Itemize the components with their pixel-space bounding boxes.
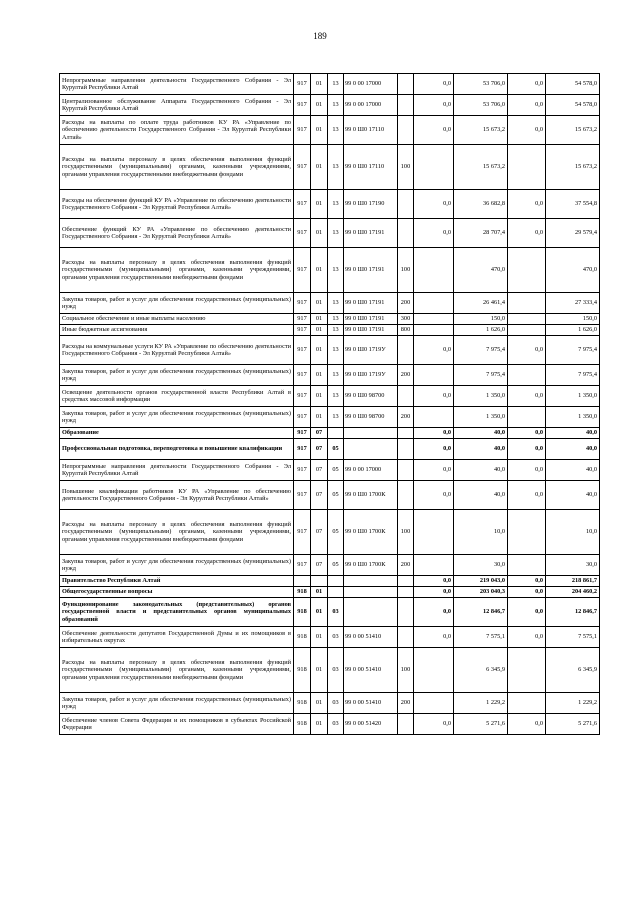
table-row (60, 336, 600, 365)
amount-1 (414, 648, 454, 693)
subsection-code: 13 (328, 145, 344, 190)
row-name: Закупка товаров, работ и услуг для обеспечения государственных (муниципальных) нужд (60, 293, 294, 314)
row-name: Расходы на выплаты персоналу в целях обеспечения выполнения функций государственными (муниципальными) органами, казенными учреждениями, органами управления государственными внебюджетными фондами (60, 648, 294, 693)
amount-3: 0,0 (508, 190, 546, 219)
grbs-code: 917 (294, 365, 311, 386)
subsection-code: 13 (328, 219, 344, 248)
amount-2: 5 271,6 (454, 714, 508, 735)
target-article-code: 99 0 Ш0 1700К (344, 555, 398, 576)
target-article-code: 99 0 Ш0 17110 (344, 145, 398, 190)
grbs-code: 917 (294, 460, 311, 481)
amount-2: 28 707,4 (454, 219, 508, 248)
amount-4: 40,0 (546, 460, 600, 481)
grbs-code: 917 (294, 293, 311, 314)
amount-1: 0,0 (414, 190, 454, 219)
row-name: Профессиональная подготовка, переподготовка и повышение квалификации (60, 439, 294, 460)
amount-2: 40,0 (454, 460, 508, 481)
amount-3 (508, 145, 546, 190)
amount-2: 6 345,9 (454, 648, 508, 693)
budget-table (59, 73, 600, 735)
amount-2: 203 040,3 (454, 587, 508, 598)
row-name: Расходы на выплаты персоналу в целях обеспечения выполнения функций государственными (муниципальными) органами, казенными учреждениями, органами управления государственными внебюджетными фондами (60, 510, 294, 555)
table-row (60, 555, 600, 576)
section-code: 01 (311, 587, 328, 598)
subsection-code: 05 (328, 460, 344, 481)
amount-1: 0,0 (414, 714, 454, 735)
expense-type-code: 200 (398, 555, 414, 576)
amount-1: 0,0 (414, 439, 454, 460)
table-row (60, 248, 600, 293)
target-article-code: 99 0 Ш0 17191 (344, 219, 398, 248)
grbs-code: 917 (294, 190, 311, 219)
amount-4: 6 345,9 (546, 648, 600, 693)
amount-3: 0,0 (508, 439, 546, 460)
grbs-code: 917 (294, 145, 311, 190)
target-article-code: 99 0 Ш0 17191 (344, 314, 398, 325)
subsection-code: 13 (328, 407, 344, 428)
amount-4: 30,0 (546, 555, 600, 576)
expense-type-code: 100 (398, 510, 414, 555)
amount-1 (414, 145, 454, 190)
row-name: Расходы на выплаты по оплате труда работников КУ РА «Управление по обеспечению деятельности Государственного Собрания - Эл Курултай Республики Алтай» (60, 116, 294, 145)
table-row (60, 576, 600, 587)
subsection-code: 05 (328, 510, 344, 555)
section-code: 01 (311, 714, 328, 735)
amount-2: 7 575,1 (454, 627, 508, 648)
expense-type-code: 200 (398, 693, 414, 714)
subsection-code: 13 (328, 248, 344, 293)
grbs-code: 917 (294, 95, 311, 116)
amount-3: 0,0 (508, 598, 546, 627)
subsection-code: 13 (328, 116, 344, 145)
table-row (60, 598, 600, 627)
table-row (60, 460, 600, 481)
section-code: 07 (311, 428, 328, 439)
row-name: Закупка товаров, работ и услуг для обеспечения государственных (муниципальных) нужд (60, 693, 294, 714)
expense-type-code: 200 (398, 365, 414, 386)
expense-type-code (398, 460, 414, 481)
table-row (60, 293, 600, 314)
expense-type-code (398, 587, 414, 598)
table-row (60, 74, 600, 95)
amount-3: 0,0 (508, 587, 546, 598)
subsection-code: 03 (328, 598, 344, 627)
expense-type-code (398, 481, 414, 510)
amount-4: 150,0 (546, 314, 600, 325)
amount-4: 1 626,0 (546, 325, 600, 336)
section-code: 01 (311, 598, 328, 627)
subsection-code: 13 (328, 314, 344, 325)
target-article-code: 99 0 Ш0 17191 (344, 248, 398, 293)
grbs-code: 917 (294, 248, 311, 293)
grbs-code: 917 (294, 481, 311, 510)
amount-3 (508, 314, 546, 325)
amount-2: 1 350,0 (454, 386, 508, 407)
expense-type-code (398, 439, 414, 460)
grbs-code: 917 (294, 407, 311, 428)
target-article-code: 99 0 Ш0 17191 (344, 325, 398, 336)
table-row (60, 587, 600, 598)
target-article-code: 99 0 00 51420 (344, 714, 398, 735)
amount-4: 1 350,0 (546, 386, 600, 407)
subsection-code: 03 (328, 714, 344, 735)
table-row (60, 407, 600, 428)
section-code: 01 (311, 627, 328, 648)
amount-2: 7 975,4 (454, 365, 508, 386)
table-row (60, 627, 600, 648)
amount-3 (508, 555, 546, 576)
row-name: Закупка товаров, работ и услуг для обеспечения государственных (муниципальных) нужд (60, 555, 294, 576)
target-article-code (344, 598, 398, 627)
amount-3: 0,0 (508, 116, 546, 145)
amount-4: 10,0 (546, 510, 600, 555)
expense-type-code (398, 386, 414, 407)
amount-2: 15 673,2 (454, 116, 508, 145)
row-name: Расходы на обеспечение функций КУ РА «Управление по обеспечению деятельности Государственного Собрания - Эл Курултай Республики Алтай» (60, 190, 294, 219)
amount-2: 36 682,8 (454, 190, 508, 219)
amount-4: 1 229,2 (546, 693, 600, 714)
amount-3 (508, 365, 546, 386)
section-code: 07 (311, 555, 328, 576)
amount-4: 470,0 (546, 248, 600, 293)
target-article-code: 99 0 00 51410 (344, 648, 398, 693)
target-article-code (344, 439, 398, 460)
amount-4: 7 575,1 (546, 627, 600, 648)
grbs-code: 917 (294, 336, 311, 365)
section-code: 01 (311, 219, 328, 248)
amount-3: 0,0 (508, 460, 546, 481)
section-code: 01 (311, 314, 328, 325)
table-row (60, 439, 600, 460)
amount-1: 0,0 (414, 481, 454, 510)
amount-2: 10,0 (454, 510, 508, 555)
amount-1: 0,0 (414, 219, 454, 248)
amount-1: 0,0 (414, 576, 454, 587)
row-name: Освещение деятельности органов государственной власти Республики Алтай в средствах массовой информации (60, 386, 294, 407)
section-code: 01 (311, 407, 328, 428)
expense-type-code (398, 336, 414, 365)
grbs-code: 918 (294, 714, 311, 735)
row-name: Обеспечение деятельности депутатов Государственной Думы и их помощников в избирательных округах (60, 627, 294, 648)
grbs-code: 917 (294, 428, 311, 439)
row-name: Правительство Республики Алтай (60, 576, 294, 587)
row-name: Обеспечение функций КУ РА «Управление по обеспечению деятельности Государственного Собрания - Эл Курултай Республики Алтай» (60, 219, 294, 248)
amount-4: 27 333,4 (546, 293, 600, 314)
amount-2: 1 350,0 (454, 407, 508, 428)
grbs-code: 917 (294, 510, 311, 555)
target-article-code: 99 0 Ш0 1700К (344, 481, 398, 510)
amount-2: 1 626,0 (454, 325, 508, 336)
section-code: 01 (311, 293, 328, 314)
amount-2: 1 229,2 (454, 693, 508, 714)
amount-1 (414, 314, 454, 325)
amount-1 (414, 293, 454, 314)
amount-4: 1 350,0 (546, 407, 600, 428)
amount-3: 0,0 (508, 336, 546, 365)
amount-3: 0,0 (508, 481, 546, 510)
subsection-code (328, 576, 344, 587)
amount-1: 0,0 (414, 627, 454, 648)
amount-4: 15 673,2 (546, 145, 600, 190)
table-row (60, 386, 600, 407)
grbs-code: 917 (294, 314, 311, 325)
expense-type-code: 300 (398, 314, 414, 325)
amount-1 (414, 407, 454, 428)
expense-type-code: 200 (398, 407, 414, 428)
grbs-code: 917 (294, 439, 311, 460)
amount-1: 0,0 (414, 460, 454, 481)
amount-4: 29 579,4 (546, 219, 600, 248)
page-number: 189 (313, 31, 327, 41)
amount-4: 7 975,4 (546, 365, 600, 386)
subsection-code: 03 (328, 693, 344, 714)
amount-4: 40,0 (546, 481, 600, 510)
amount-4: 7 975,4 (546, 336, 600, 365)
amount-1: 0,0 (414, 74, 454, 95)
amount-2: 40,0 (454, 481, 508, 510)
target-article-code (344, 576, 398, 587)
expense-type-code: 800 (398, 325, 414, 336)
amount-4: 5 271,6 (546, 714, 600, 735)
amount-1: 0,0 (414, 95, 454, 116)
amount-3 (508, 407, 546, 428)
amount-2: 7 975,4 (454, 336, 508, 365)
section-code: 01 (311, 336, 328, 365)
target-article-code: 99 0 Ш0 1719У (344, 336, 398, 365)
section-code: 01 (311, 248, 328, 293)
row-name: Закупка товаров, работ и услуг для обеспечения государственных (муниципальных) нужд (60, 407, 294, 428)
section-code: 01 (311, 190, 328, 219)
expense-type-code: 100 (398, 145, 414, 190)
amount-1: 0,0 (414, 587, 454, 598)
subsection-code: 13 (328, 74, 344, 95)
table-row (60, 314, 600, 325)
amount-3 (508, 648, 546, 693)
table-row (60, 190, 600, 219)
subsection-code: 13 (328, 325, 344, 336)
amount-3 (508, 510, 546, 555)
section-code: 07 (311, 439, 328, 460)
target-article-code: 99 0 00 51410 (344, 693, 398, 714)
table-row (60, 648, 600, 693)
row-name: Расходы на коммунальные услуги КУ РА «Управление по обеспечению деятельности Государственного Собрания - Эл Курултай Республики Алтай» (60, 336, 294, 365)
subsection-code: 13 (328, 365, 344, 386)
amount-2: 30,0 (454, 555, 508, 576)
amount-2: 15 673,2 (454, 145, 508, 190)
amount-4: 12 846,7 (546, 598, 600, 627)
expense-type-code (398, 74, 414, 95)
amount-1: 0,0 (414, 386, 454, 407)
amount-3 (508, 693, 546, 714)
expense-type-code (398, 627, 414, 648)
amount-1 (414, 510, 454, 555)
amount-2: 53 706,0 (454, 74, 508, 95)
grbs-code: 917 (294, 555, 311, 576)
section-code: 01 (311, 74, 328, 95)
amount-4: 218 861,7 (546, 576, 600, 587)
table-row (60, 325, 600, 336)
expense-type-code (398, 219, 414, 248)
subsection-code: 03 (328, 648, 344, 693)
amount-4: 40,0 (546, 428, 600, 439)
target-article-code: 99 0 Ш0 17110 (344, 116, 398, 145)
section-code: 01 (311, 95, 328, 116)
amount-1 (414, 693, 454, 714)
amount-1 (414, 555, 454, 576)
section-code: 01 (311, 648, 328, 693)
amount-2: 219 043,0 (454, 576, 508, 587)
grbs-code: 918 (294, 627, 311, 648)
grbs-code: 917 (294, 219, 311, 248)
table-row (60, 145, 600, 190)
expense-type-code (398, 598, 414, 627)
target-article-code: 99 0 Ш0 17190 (344, 190, 398, 219)
amount-3 (508, 325, 546, 336)
section-code: 07 (311, 481, 328, 510)
table-row (60, 481, 600, 510)
table-row (60, 95, 600, 116)
amount-1 (414, 365, 454, 386)
amount-2: 470,0 (454, 248, 508, 293)
amount-2: 40,0 (454, 439, 508, 460)
subsection-code: 05 (328, 555, 344, 576)
section-code: 01 (311, 693, 328, 714)
amount-1: 0,0 (414, 598, 454, 627)
table-row (60, 714, 600, 735)
amount-1 (414, 248, 454, 293)
grbs-code: 918 (294, 598, 311, 627)
target-article-code (344, 428, 398, 439)
row-name: Непрограммные направления деятельности Государственного Собрания - Эл Курултай Республики Алтай (60, 74, 294, 95)
subsection-code: 13 (328, 190, 344, 219)
target-article-code (344, 587, 398, 598)
amount-3: 0,0 (508, 714, 546, 735)
amount-2: 150,0 (454, 314, 508, 325)
grbs-code (294, 576, 311, 587)
target-article-code: 99 0 00 51410 (344, 627, 398, 648)
amount-3: 0,0 (508, 74, 546, 95)
row-name: Общегосударственные вопросы (60, 587, 294, 598)
section-code: 07 (311, 510, 328, 555)
table-row (60, 219, 600, 248)
section-code: 01 (311, 145, 328, 190)
subsection-code: 13 (328, 95, 344, 116)
amount-4: 204 460,2 (546, 587, 600, 598)
subsection-code: 13 (328, 336, 344, 365)
section-code: 01 (311, 386, 328, 407)
amount-4: 37 554,8 (546, 190, 600, 219)
grbs-code: 918 (294, 648, 311, 693)
amount-1 (414, 325, 454, 336)
target-article-code: 99 0 00 17000 (344, 95, 398, 116)
amount-2: 40,0 (454, 428, 508, 439)
table-row (60, 116, 600, 145)
target-article-code: 99 0 Ш0 98700 (344, 386, 398, 407)
amount-3 (508, 248, 546, 293)
grbs-code: 917 (294, 116, 311, 145)
section-code: 07 (311, 460, 328, 481)
subsection-code: 05 (328, 439, 344, 460)
amount-2: 12 846,7 (454, 598, 508, 627)
expense-type-code (398, 190, 414, 219)
row-name: Обеспечение членов Совета Федерации и их помощников в субъектах Российской Федерации (60, 714, 294, 735)
expense-type-code (398, 116, 414, 145)
expense-type-code (398, 428, 414, 439)
expense-type-code: 200 (398, 293, 414, 314)
amount-3: 0,0 (508, 576, 546, 587)
expense-type-code (398, 95, 414, 116)
row-name: Повышение квалификации работников КУ РА «Управление по обеспечению деятельности Государственного Собрания - Эл Курултай Республики Алтай» (60, 481, 294, 510)
target-article-code: 99 0 Ш0 17191 (344, 293, 398, 314)
amount-4: 15 673,2 (546, 116, 600, 145)
subsection-code: 05 (328, 481, 344, 510)
grbs-code: 917 (294, 74, 311, 95)
target-article-code: 99 0 00 17000 (344, 74, 398, 95)
row-name: Образование (60, 428, 294, 439)
amount-3: 0,0 (508, 627, 546, 648)
subsection-code: 03 (328, 627, 344, 648)
grbs-code: 917 (294, 325, 311, 336)
amount-3: 0,0 (508, 386, 546, 407)
section-code: 01 (311, 365, 328, 386)
target-article-code: 99 0 00 17000 (344, 460, 398, 481)
section-code (311, 576, 328, 587)
amount-4: 54 578,0 (546, 74, 600, 95)
row-name: Централизованное обслуживание Аппарата Государственного Собрания - Эл Курултай Республики Алтай (60, 95, 294, 116)
amount-4: 40,0 (546, 439, 600, 460)
row-name: Закупка товаров, работ и услуг для обеспечения государственных (муниципальных) нужд (60, 365, 294, 386)
expense-type-code: 100 (398, 248, 414, 293)
subsection-code: 13 (328, 293, 344, 314)
table-row (60, 365, 600, 386)
table-row (60, 510, 600, 555)
amount-4: 54 578,0 (546, 95, 600, 116)
subsection-code: 13 (328, 386, 344, 407)
grbs-code: 918 (294, 587, 311, 598)
row-name: Социальное обеспечение и иные выплаты населению (60, 314, 294, 325)
amount-3: 0,0 (508, 95, 546, 116)
subsection-code (328, 428, 344, 439)
row-name: Иные бюджетные ассигнования (60, 325, 294, 336)
amount-1: 0,0 (414, 116, 454, 145)
amount-2: 53 706,0 (454, 95, 508, 116)
section-code: 01 (311, 325, 328, 336)
row-name: Расходы на выплаты персоналу в целях обеспечения выполнения функций государственными (муниципальными) органами, казенными учреждениями, органами управления государственными внебюджетными фондами (60, 145, 294, 190)
grbs-code: 918 (294, 693, 311, 714)
subsection-code (328, 587, 344, 598)
target-article-code: 99 0 Ш0 1700К (344, 510, 398, 555)
target-article-code: 99 0 Ш0 98700 (344, 407, 398, 428)
row-name: Функционирование законодательных (представительных) органов государственной власти и представительных органов муниципальных образований (60, 598, 294, 627)
expense-type-code (398, 576, 414, 587)
amount-1: 0,0 (414, 336, 454, 365)
table-row (60, 428, 600, 439)
target-article-code: 99 0 Ш0 1719У (344, 365, 398, 386)
amount-2: 26 461,4 (454, 293, 508, 314)
section-code: 01 (311, 116, 328, 145)
grbs-code: 917 (294, 386, 311, 407)
expense-type-code (398, 714, 414, 735)
amount-3: 0,0 (508, 428, 546, 439)
row-name: Расходы на выплаты персоналу в целях обеспечения выполнения функций государственными (муниципальными) органами, казенными учреждениями, органами управления государственными внебюджетными фондами (60, 248, 294, 293)
row-name: Непрограммные направления деятельности Государственного Собрания - Эл Курултай Республики Алтай (60, 460, 294, 481)
expense-type-code: 100 (398, 648, 414, 693)
amount-1: 0,0 (414, 428, 454, 439)
amount-3 (508, 293, 546, 314)
table-row (60, 693, 600, 714)
amount-3: 0,0 (508, 219, 546, 248)
